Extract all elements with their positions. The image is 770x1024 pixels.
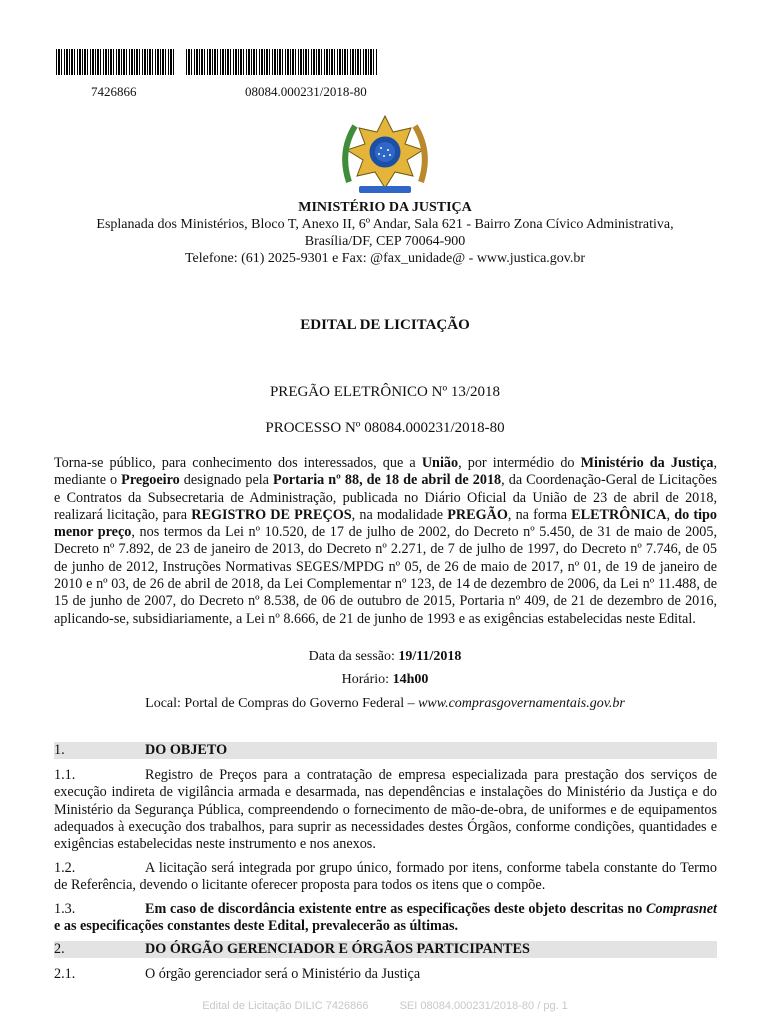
address-line-2: Brasília/DF, CEP 70064-900 — [304, 234, 466, 249]
contact-line: Telefone: (61) 2025-9301 e Fax: @fax_unidade@ - www.justica.gov.br — [184, 251, 586, 266]
session-place: Local: Portal de Compras do Governo Federal – www.comprasgovernamentais.gov.br — [145, 696, 625, 711]
document-title: EDITAL DE LICITAÇÃO — [300, 317, 470, 333]
ministry-name: MINISTÉRIO DA JUSTIÇA — [298, 200, 472, 215]
page-footer — [0, 1000, 770, 1012]
session-date: Data da sessão: 19/11/2018 — [308, 649, 462, 664]
processo-number: PROCESSO Nº 08084.000231/2018-80 — [265, 420, 505, 436]
session-time: Horário: 14h00 — [341, 672, 429, 687]
process-number: 08084.000231/2018-80 — [245, 84, 367, 99]
intro-paragraph: Torna-se público, para conhecimento dos interessados, que a União, por intermédio do Ministério da Justiça, mediante o Pregoeiro designado pela Portaria nº 88, de 18 de abril de 2018, da Coordenação-Geral de Licitações e Contratos da Subsecretaria de Administração, publicada no Diário Oficial da União de 23 de abril de 2018, realizará licitação, para REGISTRO DE PREÇOS, na modalidade PREGÃO, na forma ELETRÔNICA, do tipo menor preço, nos termos da Lei nº 10.520, de 17 de julho de 2002, do Decreto nº 5.450, de 31 de maio de 2005, Decreto nº 7.892, de 23 de janeiro de 2013, do Decreto nº 2.271, de 7 de julho de 1997, do Decreto nº 7.746, de 05 de junho de 2012, Instruções Normativas SEGES/MPDG nº 05, de 26 de maio de 2017, nº 01, de 19 de janeiro de 2010 e nº 03, de 26 de abril de 2018, da Lei Complementar nº 123, de 14 de dezembro de 2006, da Lei nº 11.488, de 15 de junho de 2007, do Decreto nº 8.538, de 06 de outubro de 2015, Portaria nº 409, de 21 de dezembro de 2016, aplicando-se, subsidiariamente, a Lei nº 8.666, de 21 de junho de 1993 e as exigências estabelecidas neste Edital. — [54, 455, 718, 627]
address-line-1: Esplanada dos Ministérios, Bloco T, Anexo II, 6º Andar, Sala 621 - Bairro Zona Cívico Administrativa, — [96, 217, 674, 232]
footer-document-label: Edital de Licitação DILIC 7426866 — [202, 1000, 369, 1012]
item-1-3: 1.3. Em caso de discordância existente entre as especificações deste objeto descritas no Comprasnet e as especificações constantes deste Edital, prevalecerão as últimas. — [54, 901, 717, 935]
item-2-1: 2.1. O órgão gerenciador será o Ministério da Justiça — [54, 966, 421, 982]
item-1-1: 1.1. Registro de Preços para a contratação de empresa especializada para prestação dos serviços de execução indireta de vigilância armada e desarmada, nas dependências e instalações do Ministério da Justiça e do Ministério da Segurança Pública, compreendendo o fornecimento de mão-de-obra, de uniformes e de equipamentos adequados à execução dos trabalhos, para suprir as necessidades destes Órgãos, conforme condições, quantidades e exigências estabelecidas neste instrumento e nos anexos. — [54, 767, 717, 853]
pregao-number: PREGÃO ELETRÔNICO Nº 13/2018 — [269, 384, 501, 400]
barcode-left — [56, 49, 174, 75]
barcode-right — [186, 49, 378, 75]
brazil-coat-of-arms-icon — [337, 112, 433, 198]
footer-page-label: SEI 08084.000231/2018-80 / pg. 1 — [399, 1000, 568, 1012]
section-header-2: 2. DO ÓRGÃO GERENCIADOR E ÓRGÃOS PARTICIPANTES — [54, 941, 717, 958]
section-header-1: 1. DO OBJETO — [54, 742, 717, 759]
item-1-2: 1.2. A licitação será integrada por grupo único, formado por itens, conforme tabela constante do Termo de Referência, devendo o licitante oferecer proposta para todos os itens que o compõe. — [54, 860, 717, 894]
document-id: 7426866 — [91, 84, 137, 99]
